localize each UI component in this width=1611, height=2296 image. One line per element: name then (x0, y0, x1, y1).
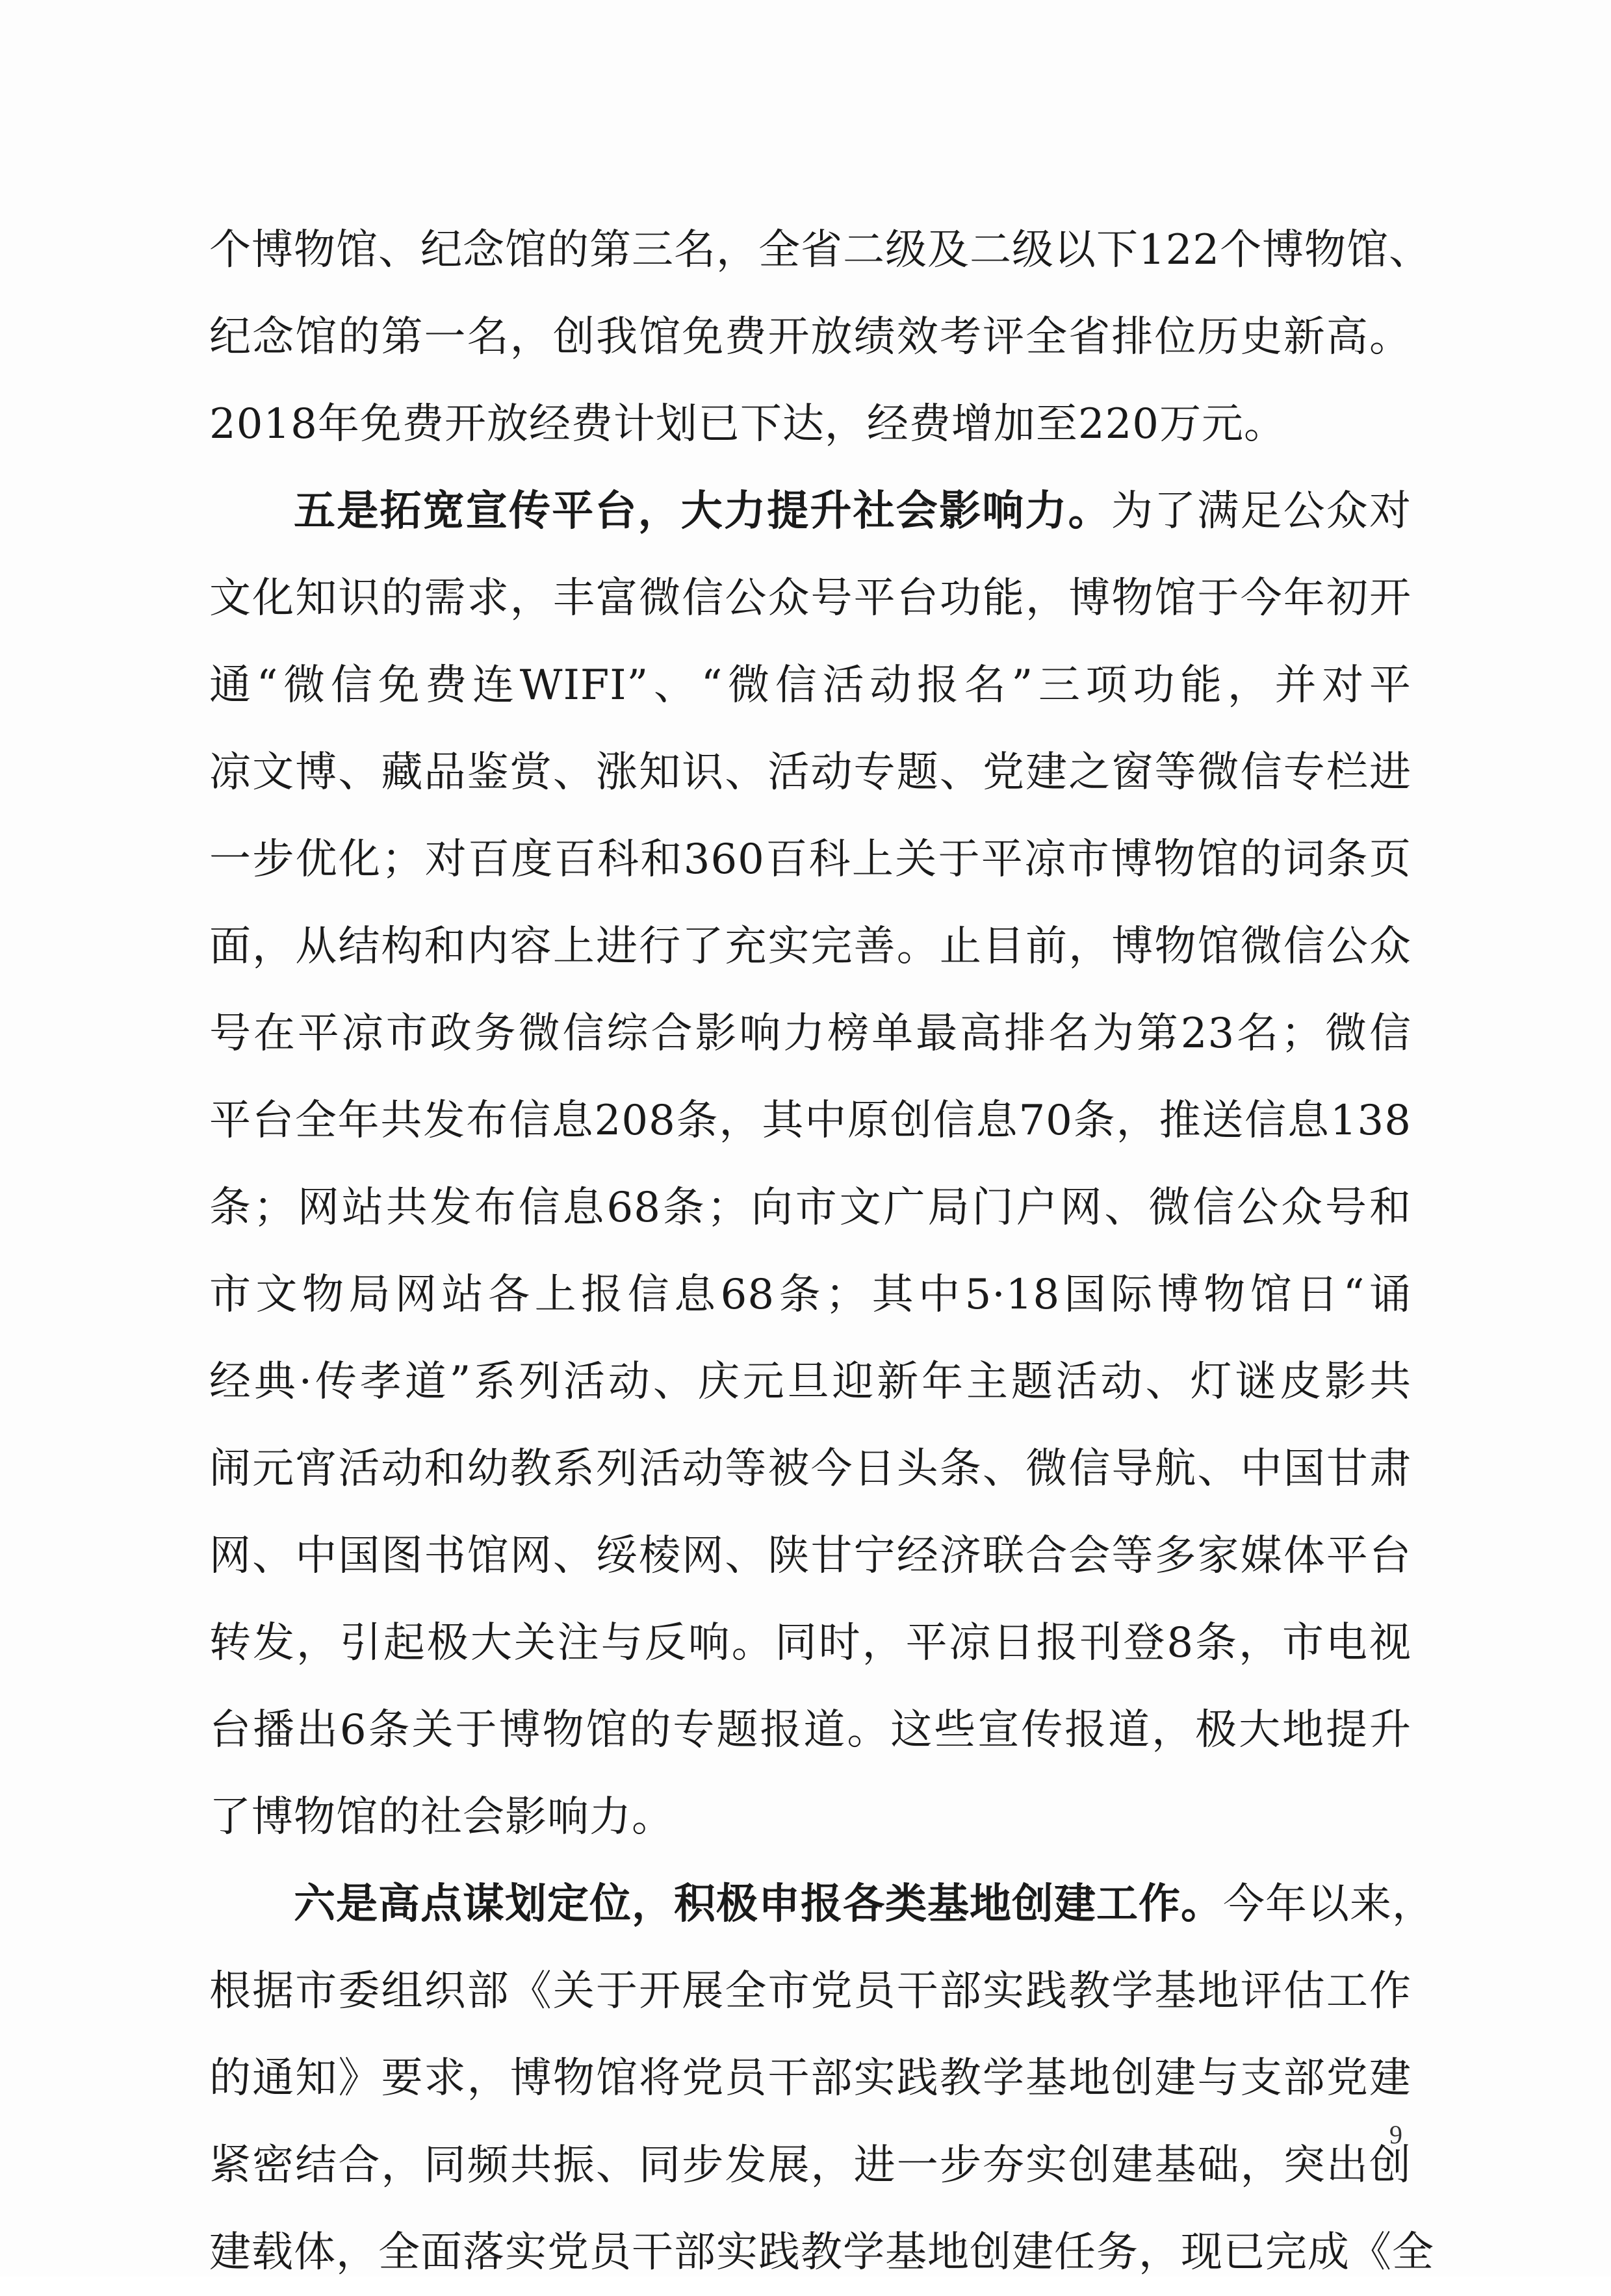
text-line: 条；网站共发布信息68条；向市文广局门户网、微信公众号和 (209, 1184, 1411, 1232)
text-line: 号在平凉市政务微信综合影响力榜单最高排名为第23名；微信 (209, 1010, 1411, 1058)
text-line: 的通知》要求，博物馆将党员干部实践教学基地创建与支部党建 (209, 2054, 1411, 2102)
text-run: 今年以来， (1223, 1880, 1434, 1928)
text-line: 建载体，全面落实党员干部实践教学基地创建任务，现已完成《全 (209, 2228, 1434, 2277)
page-number: 9 (1389, 2120, 1402, 2149)
text-line: 2018年免费开放经费计划已下达，经费增加至220万元。 (209, 400, 1287, 448)
text-line: 根据市委组织部《关于开展全市党员干部实践教学基地评估工作 (209, 1967, 1411, 2015)
text-line-with-heading (209, 468, 1411, 555)
text-line: 闹元宵活动和幼教系列活动等被今日头条、微信导航、中国甘肃 (209, 1445, 1411, 1493)
text-run: 为了满足公众对 (1111, 487, 1412, 535)
text-line: 文化知识的需求，丰富微信公众号平台功能，博物馆于今年初开 (209, 574, 1411, 622)
text-line: 台播出6条关于博物馆的专题报道。这些宣传报道，极大地提升 (209, 1706, 1411, 1754)
text-line: 转发，引起极大关注与反响。同时，平凉日报刊登8条，市电视 (209, 1619, 1411, 1667)
text-line: 通“微信免费连WIFI”、“微信活动报名”三项功能，并对平 (209, 661, 1411, 709)
paragraph-heading: 六是高点谋划定位，积极申报各类基地创建工作。 (294, 1880, 1223, 1928)
body-text (209, 207, 1434, 2296)
text-line: 个博物馆、纪念馆的第三名，全省二级及二级以下122个博物馆、 (209, 226, 1432, 274)
text-line: 平台全年共发布信息208条，其中原创信息70条，推送信息138 (209, 1097, 1411, 1145)
text-line: 面，从结构和内容上进行了充实完善。止目前，博物馆微信公众 (209, 923, 1411, 971)
text-line: 了博物馆的社会影响力。 (209, 1793, 674, 1841)
text-line: 经典·传孝道”系列活动、庆元旦迎新年主题活动、灯谜皮影共 (209, 1358, 1411, 1406)
text-line: 网、中国图书馆网、绥棱网、陕甘宁经济联合会等多家媒体平台 (209, 1532, 1411, 1580)
text-line: 凉文博、藏品鉴赏、涨知识、活动专题、党建之窗等微信专栏进 (209, 748, 1411, 797)
text-line: 紧密结合，同频共振、同步发展，进一步夯实创建基础，突出创 (209, 2141, 1411, 2189)
text-line: 一步优化；对百度百科和360百科上关于平凉市博物馆的词条页 (209, 835, 1411, 884)
text-line: 市文物局网站各上报信息68条；其中5·18国际博物馆日“诵 (209, 1271, 1411, 1319)
text-line-with-heading (209, 1861, 1434, 1948)
paragraph-heading: 五是拓宽宣传平台，大力提升社会影响力。 (294, 487, 1111, 535)
text-line: 纪念馆的第一名，创我馆免费开放绩效考评全省排位历史新高。 (209, 313, 1411, 361)
